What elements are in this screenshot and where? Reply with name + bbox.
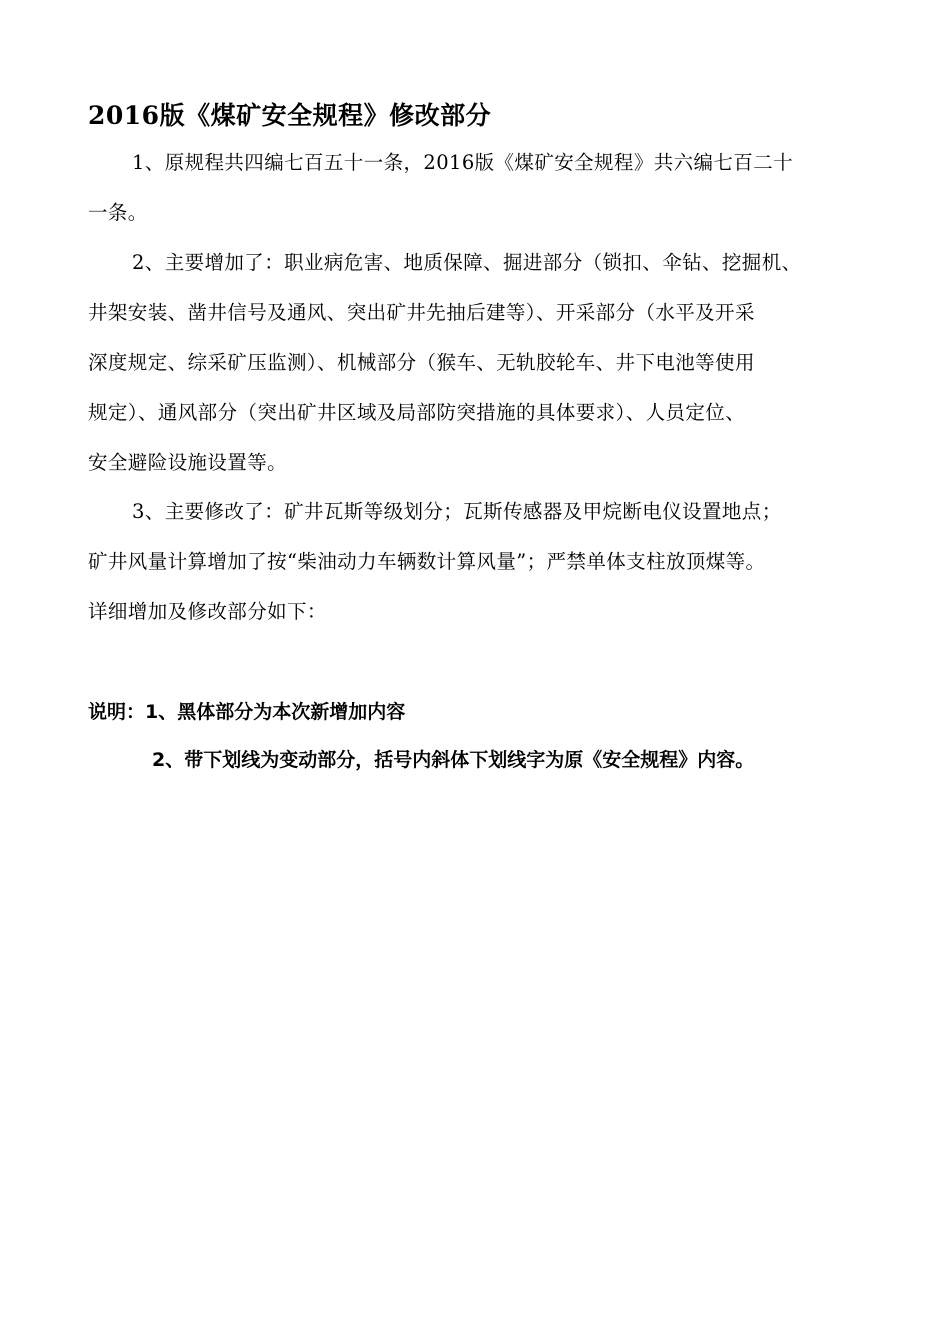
paragraph-1-line-2: 一条。 bbox=[88, 201, 148, 224]
note-line-2: 2、带下划线为变动部分，括号内斜体下划线字为原《安全规程》内容。 bbox=[152, 749, 755, 771]
paragraph-2 bbox=[88, 238, 874, 488]
paragraph-2-line-2: 井架安装、凿井信号及通风、突出矿井先抽后建等）、开采部分（水平及开采 bbox=[88, 301, 755, 324]
paragraph-2-line-5: 安全避险设施设置等。 bbox=[88, 451, 288, 474]
paragraph-2-line-3: 深度规定、综采矿压监测）、机械部分（猴车、无轨胶轮车、井下电池等使用 bbox=[88, 351, 755, 374]
paragraph-1 bbox=[88, 138, 874, 238]
paragraph-2-line-1: 2、主要增加了：职业病危害、地质保障、掘进部分（锁扣、伞钻、挖掘机、 bbox=[132, 251, 802, 274]
paragraph-3 bbox=[88, 487, 874, 637]
note-line-1: 说明：1、黑体部分为本次新增加内容 bbox=[88, 701, 406, 723]
document-title: 2016版《煤矿安全规程》修改部分 bbox=[88, 101, 492, 130]
paragraph-3-line-3: 详细增加及修改部分如下： bbox=[88, 600, 327, 623]
paragraph-2-line-4: 规定）、通风部分（突出矿井区域及局部防突措施的具体要求）、人员定位、 bbox=[88, 401, 746, 424]
paragraph-3-line-1: 3、主要修改了：矿井瓦斯等级划分；瓦斯传感器及甲烷断电仪设置地点； bbox=[132, 500, 782, 523]
paragraph-3-line-2: 矿井风量计算增加了按“柴油动力车辆数计算风量”；严禁单体支柱放顶煤等。 bbox=[88, 550, 766, 573]
paragraph-1-line-1: 1、原规程共四编七百五十一条，2016版《煤矿安全规程》共六编七百二十 bbox=[132, 151, 794, 174]
